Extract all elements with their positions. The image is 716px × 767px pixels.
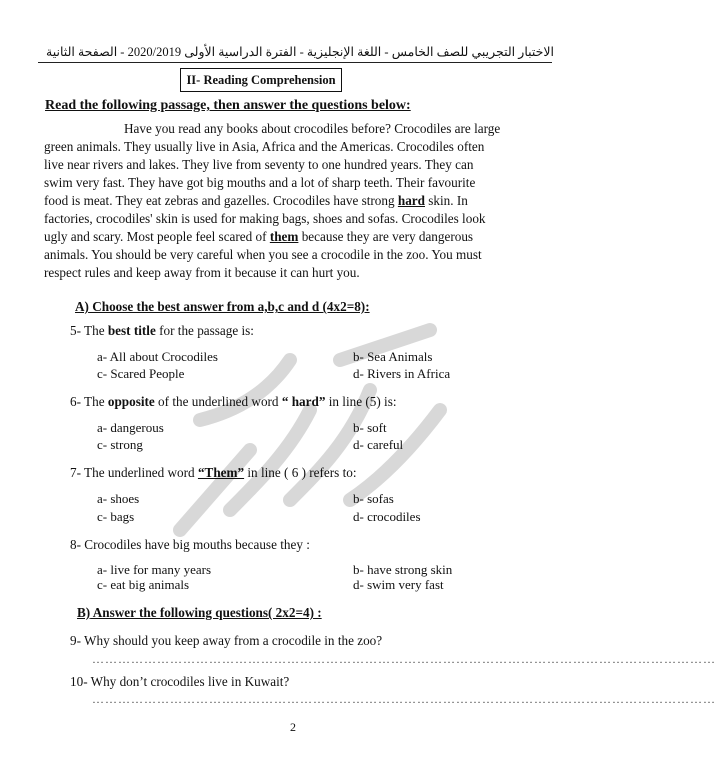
question-text: for the passage is:: [155, 323, 254, 338]
option-7a[interactable]: a- shoes: [97, 491, 140, 506]
passage-line: green animals. They usually live in Asia, Africa and the Americas. Crocodiles often: [44, 139, 485, 154]
question-5: [70, 323, 254, 339]
question-keyword: “ hard”: [281, 394, 326, 409]
question-keyword: opposite: [107, 394, 155, 409]
question-keyword: “Them”: [197, 465, 245, 480]
passage-line: factories, crocodiles' skin is used for making bags, shoes and sofas. Crocodiles look: [44, 211, 486, 226]
option-5d[interactable]: d- Rivers in Africa: [353, 366, 451, 381]
part-a-title: Choose the best answer from a,b,c and d (4x2=8):: [88, 299, 370, 314]
page-number: 2: [290, 720, 296, 734]
question-text: of the underlined word: [154, 394, 282, 409]
option-8d[interactable]: d- swim very fast: [353, 577, 444, 592]
passage-text: food is meat. They eat zebras and gazelles. Crocodiles have strong: [44, 193, 398, 208]
question-text: in line ( 6 ) refers to:: [244, 465, 357, 480]
part-b-heading: [77, 605, 322, 621]
page-header: الاختبار التجريبي للصف الخامس - اللغة الإنجليزية - الفترة الدراسية الأولى 2020/2019 - الصفحة الثانية: [46, 45, 554, 59]
passage-text: ugly and scary. Most people feel scared of: [44, 229, 270, 244]
passage-line: [44, 228, 536, 246]
option-7d[interactable]: d- crocodiles: [353, 509, 421, 524]
option-6c[interactable]: c- strong: [97, 437, 143, 452]
passage-line: respect rules and keep away from it because it can hurt you.: [44, 265, 360, 280]
option-6b[interactable]: b- soft: [353, 420, 387, 435]
option-8c[interactable]: c- eat big animals: [97, 577, 190, 592]
question-text: 5- The: [70, 323, 108, 338]
part-a-heading: [75, 299, 370, 315]
passage-line: animals. You should be very careful when you see a crocodile in the zoo. You must: [44, 247, 482, 262]
header-divider: [38, 62, 552, 63]
section-title: II- Reading Comprehension: [180, 68, 342, 92]
passage-instruction: Read the following passage, then answer the questions below:: [45, 98, 411, 113]
question-text: 6- The: [70, 394, 108, 409]
question-9: 9- Why should you keep away from a crocodile in the zoo?: [70, 633, 383, 648]
option-7c[interactable]: c- bags: [97, 509, 135, 524]
passage-text: because they are very dangerous: [298, 229, 474, 244]
passage-line: [44, 192, 536, 210]
question-text: in line (5) is:: [325, 394, 397, 409]
option-5a[interactable]: a- All about Crocodiles: [97, 349, 218, 364]
question-8: 8- Crocodiles have big mouths because they :: [70, 537, 310, 552]
question-text: 7- The underlined word: [70, 465, 198, 480]
answer-line-10[interactable]: ………………………………………………………………………………………………………………………………: [92, 692, 716, 706]
reading-passage: [44, 120, 536, 282]
option-5c[interactable]: c- Scared People: [97, 366, 185, 381]
option-5b[interactable]: b- Sea Animals: [353, 349, 433, 364]
option-6d[interactable]: d- careful: [353, 437, 404, 452]
passage-text: skin. In: [425, 193, 468, 208]
question-keyword: best title: [107, 323, 156, 338]
passage-line: swim very fast. They have got big mouths and a lot of sharp teeth. Their favourite: [44, 175, 476, 190]
passage-line: live near rivers and lakes. They live from seventy to one hundred years. They can: [44, 157, 474, 172]
part-b-title: Answer the following questions( 2x2=4) :: [90, 605, 322, 620]
underlined-word-hard: hard: [397, 193, 425, 208]
part-a-letter: A): [75, 299, 89, 314]
passage-line: Have you read any books about crocodiles before? Crocodiles are large: [124, 121, 501, 136]
option-7b[interactable]: b- sofas: [353, 491, 394, 506]
question-6: [70, 394, 397, 410]
option-6a[interactable]: a- dangerous: [97, 420, 164, 435]
option-8b[interactable]: b- have strong skin: [353, 562, 453, 577]
question-7: [70, 465, 357, 481]
underlined-word-them: them: [269, 229, 299, 244]
part-b-letter: B): [77, 605, 91, 620]
answer-line-9[interactable]: ………………………………………………………………………………………………………………………………: [92, 652, 716, 666]
question-10: 10- Why don’t crocodiles live in Kuwait?: [70, 674, 290, 689]
option-8a[interactable]: a- live for many years: [97, 562, 212, 577]
